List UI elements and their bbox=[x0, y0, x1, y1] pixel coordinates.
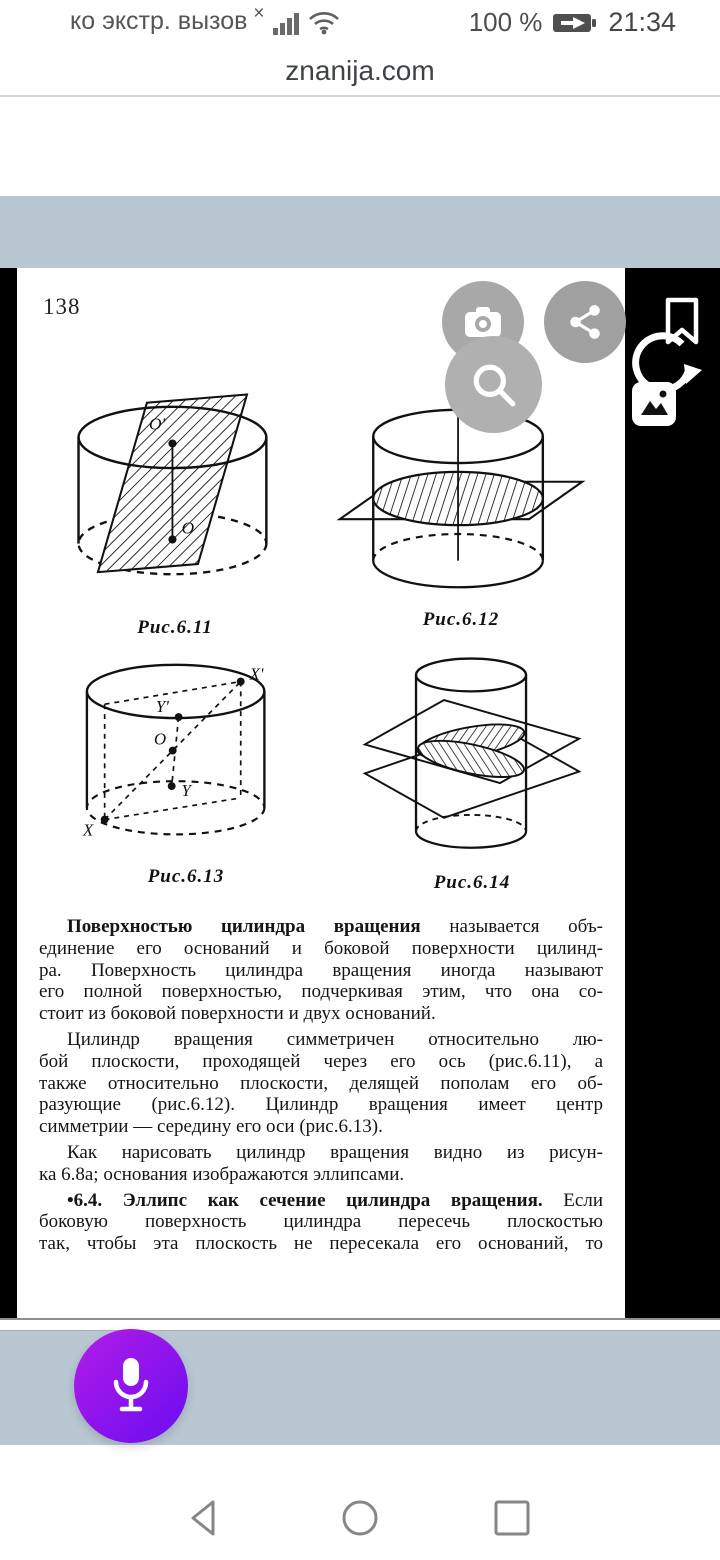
label-y-prime: Y' bbox=[155, 697, 169, 717]
mic-icon bbox=[107, 1355, 155, 1417]
figure-caption: Рис.6.14 bbox=[433, 872, 511, 893]
signal-bars-icon bbox=[271, 9, 301, 35]
battery-percentage: 100 % bbox=[468, 7, 543, 37]
carrier-text: ко экстр. вызов bbox=[70, 7, 248, 35]
label-o: O bbox=[181, 518, 195, 538]
figure-caption: Рис.6.12 bbox=[422, 609, 500, 630]
textbook-text: Поверхностью цилиндра вращения называется объ- единение его оснований и боковой поверхности цилинд- ра. Поверхность цилиндра вращения иногда называют его полной поверхностью, подчеркивая этим, что она со- стоит из боковой поверхности и двух оснований. Цилиндр вращения симметричен относительно лю- бой плоскости, проходящей через его ось (рис.6.11), а также относительно плоскости, делящей пополам его об- разующие (рис.6.12). Цилиндр вращения имеет центр симметрии — середину его оси (рис.6.13). Как нарисовать цилиндр вращения видно из рисун- ка 6.8а; основания изображаются эллипсами. •6.4. Эллипс как сечение цилиндра вращения. Если боковую поверхность цилиндра пересечь плоскостью так, чтобы эта плоскость не пересекала его оснований, то bbox=[39, 916, 603, 1255]
home-icon bbox=[340, 1498, 380, 1538]
back-icon bbox=[186, 1498, 226, 1538]
figure-6-13 bbox=[62, 650, 310, 888]
nav-back-button[interactable] bbox=[186, 1498, 226, 1538]
divider-strip bbox=[0, 1318, 720, 1331]
recents-icon bbox=[492, 1498, 532, 1538]
share-button[interactable] bbox=[544, 281, 626, 363]
battery-icon bbox=[552, 12, 598, 34]
image-icon bbox=[630, 380, 678, 428]
figure-6-12 bbox=[335, 393, 587, 631]
page-number: 138 bbox=[43, 294, 81, 319]
label-o: O bbox=[153, 729, 167, 749]
label-y: Y bbox=[181, 780, 191, 800]
clock: 21:34 bbox=[608, 7, 676, 37]
cylinder-axial-plane-drawing bbox=[55, 368, 295, 613]
cylinder-mid-plane-drawing bbox=[335, 393, 587, 605]
gallery-button[interactable] bbox=[630, 380, 678, 433]
no-signal-indicator: × bbox=[253, 2, 265, 24]
address-bar[interactable] bbox=[0, 47, 720, 97]
nav-recents-button[interactable] bbox=[492, 1498, 532, 1538]
status-left bbox=[70, 2, 341, 36]
cylinder-oblique-sections-drawing bbox=[347, 646, 597, 868]
figure-6-14 bbox=[347, 646, 597, 894]
mic-button[interactable] bbox=[74, 1329, 188, 1443]
wifi-icon bbox=[307, 9, 341, 35]
status-right bbox=[469, 7, 676, 38]
label-o-prime: O' bbox=[148, 414, 166, 434]
cylinder-symmetry-center-drawing bbox=[62, 650, 310, 862]
share-icon bbox=[566, 303, 604, 341]
status-bar bbox=[0, 0, 720, 47]
figure-6-11 bbox=[55, 368, 295, 639]
site-url[interactable]: znanija.com bbox=[285, 55, 435, 86]
nav-home-button[interactable] bbox=[340, 1498, 380, 1538]
search-icon bbox=[470, 361, 518, 409]
scan-viewport bbox=[0, 268, 720, 1318]
label-x: X bbox=[82, 820, 94, 840]
figure-caption: Рис.6.11 bbox=[137, 617, 213, 638]
label-x-prime: X' bbox=[249, 664, 264, 684]
figure-caption: Рис.6.13 bbox=[147, 866, 225, 887]
top-band bbox=[0, 196, 720, 268]
zoom-button[interactable] bbox=[445, 336, 542, 433]
camera-icon bbox=[463, 305, 503, 339]
scan-page bbox=[17, 268, 625, 1318]
